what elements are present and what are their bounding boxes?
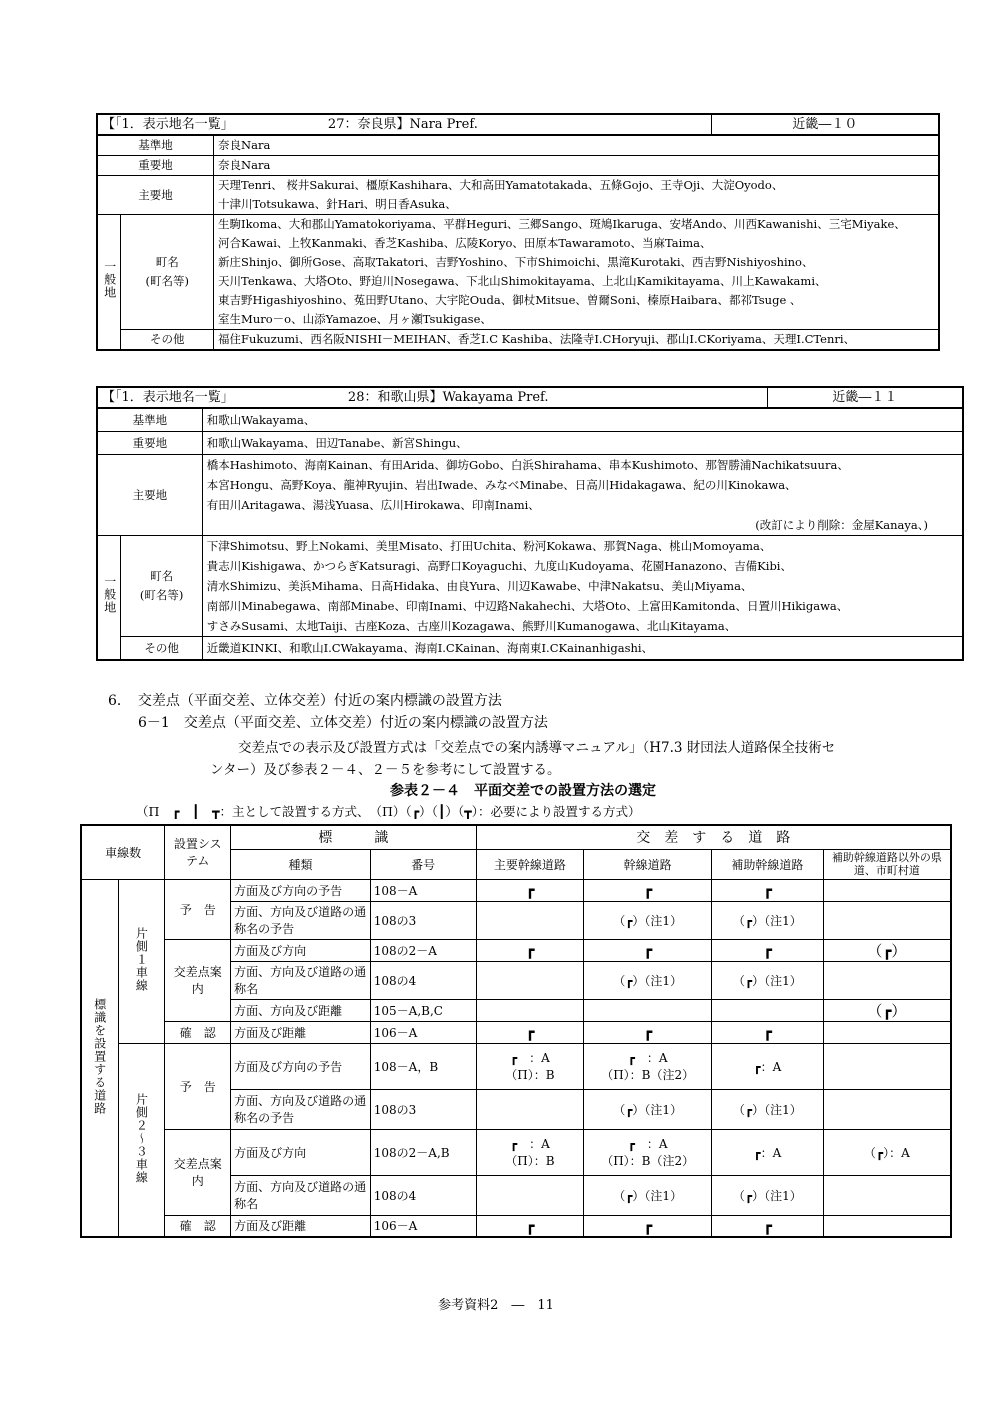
label-sonota: その他	[121, 330, 214, 351]
label-chomei	[121, 215, 214, 330]
list-item: すさみSusami、太地Taiji、古座Koza、古座川Kozagawa、熊野川Kumanogawa、北山Kitayama、	[206, 619, 737, 633]
cell-r2: ┏ ：A （Π）：B（注2）	[584, 1129, 712, 1175]
cell-r3: （┏）（注1）	[712, 1089, 824, 1129]
cell-r1	[476, 1175, 584, 1215]
header-sign: 標 識	[231, 825, 476, 849]
row-kind: 方面、方向及び道路の通称名	[231, 961, 371, 999]
cell-r1: ┏ ：A （Π）：B	[476, 1129, 584, 1175]
row-kind: 方面及び距離	[231, 1215, 371, 1237]
label-shuyo: 主要地	[97, 455, 202, 536]
label-ippan: 一般地	[102, 259, 117, 299]
header-number: 番号	[370, 849, 476, 879]
row-num: 108の3	[370, 901, 476, 939]
cell-r4	[823, 1089, 951, 1129]
row-num: 108－A，B	[370, 1043, 476, 1089]
cell-r4: （┏）	[823, 999, 951, 1021]
system-annai: 交差点案内	[165, 939, 231, 1021]
list-item: 貴志川Kishigawa、かつらぎKatsuragi、高野口Koyaguchi、九度山Kudoyama、花園Hanazono、吉備Kibi、	[206, 559, 792, 573]
cell-r2: ┏ ：A （Π）：B（注2）	[584, 1043, 712, 1089]
cell-r2: （┏）（注1）	[584, 1175, 712, 1215]
cell-r4	[823, 1021, 951, 1043]
row-kind: 方面、方向及び距離	[231, 999, 371, 1021]
cell-r2: ┏	[584, 879, 712, 901]
kijun-value: 奈良Nara	[214, 135, 939, 156]
header-road-major: 主要幹線道路	[476, 849, 584, 879]
kijun-value: 和歌山Wakayama、	[202, 408, 963, 432]
cell-r3: ┏	[712, 1215, 824, 1237]
label-chomei-sub: (町名等)	[145, 274, 189, 288]
cell-r2: ┏	[584, 1215, 712, 1237]
cell-r1: ┏	[476, 1215, 584, 1237]
juyo-value: 奈良Nara	[214, 156, 939, 176]
cell-r1: ┏	[476, 879, 584, 901]
list-item: 天川Tenkawa、大塔Oto、野迫川Nosegawa、下北山Shimokitayama、上北山Kamikitayama、川上Kawakami、	[218, 274, 827, 288]
row-num: 108の4	[370, 1175, 476, 1215]
cell-r4: （┏）	[823, 939, 951, 961]
row-num: 108の2－A	[370, 939, 476, 961]
label-sonota: その他	[121, 637, 202, 661]
row-num: 108の2－A,B	[370, 1129, 476, 1175]
sonota-value: 近畿道KINKI、和歌山I.CWakayama、海南I.CKainan、海南東I.CKainanhigashi、	[202, 637, 963, 661]
list-item: 河合Kawai、上牧Kanmaki、香芝Kashiba、広陵Koryo、田原本Tawaramoto、当麻Taima、	[218, 236, 712, 250]
shuyo-value	[214, 176, 939, 215]
row-kind: 方面、方向及び道路の通称名の予告	[231, 1089, 371, 1129]
list-item: 下津Shimotsu、野上Nokami、美里Misato、打田Uchita、粉河Kokawa、那賀Naga、桃山Momoyama、	[206, 539, 772, 553]
table-title: 参表２－４ 平面交差での設置方法の選定	[390, 783, 656, 799]
cell-r1: ┏ ：A （Π）：B	[476, 1043, 584, 1089]
label-ippan: 一般地	[102, 575, 117, 614]
header-system: 設置システム	[165, 825, 231, 879]
group-label-1: 片側１車線	[134, 927, 149, 992]
label-chomei-text: 町名	[150, 569, 174, 583]
label-chomei	[121, 536, 202, 637]
cell-r2: （┏）（注1）	[584, 901, 712, 939]
cell-r2	[584, 999, 712, 1021]
list-item: 有田川Aritagawa、湯浅Yuasa、広川Hirokawa、印南Inami、	[206, 498, 540, 512]
system-kakunin: 確 認	[165, 1215, 231, 1237]
cell-r1: ┏	[476, 1021, 584, 1043]
row-kind: 方面及び方向	[231, 939, 371, 961]
cell-r3: （┏）（注1）	[712, 1175, 824, 1215]
system-yokoku: 予 告	[165, 879, 231, 939]
group-label-2: 片側２～３車線	[134, 1092, 149, 1184]
chomei-value	[214, 215, 939, 330]
row-num: 108の4	[370, 961, 476, 999]
nara-header	[97, 114, 711, 135]
juyo-value: 和歌山Wakayama、田辺Tanabe、新宮Shingu、	[202, 432, 963, 455]
list-item: 室生Muro－o、山添Yamazoe、月ヶ瀬Tsukigase、	[218, 312, 492, 326]
cell-r3: ┏：A	[712, 1043, 824, 1089]
list-item: 生駒Ikoma、大和郡山Yamatokoriyama、平群Heguri、三郷Sango、斑鳩Ikaruga、安堵Ando、川西Kawanishi、三宅Miyake、	[218, 217, 906, 231]
label-chomei-text: 町名	[155, 255, 179, 269]
cell-r1	[476, 1089, 584, 1129]
region-code: 近畿―１１	[767, 387, 963, 408]
label-juyo: 重要地	[97, 432, 202, 455]
header-title: 【「1．表示地名一覧」	[102, 117, 234, 132]
list-item: 清水Shimizu、美浜Mihama、日高Hidaka、由良Yura、川辺Kawabe、中津Nakatsu、美山Miyama、	[206, 579, 753, 593]
cell-r1	[476, 901, 584, 939]
row-kind: 方面、方向及び道路の通称名	[231, 1175, 371, 1215]
page-footer: 参考資料2 ― 11	[438, 1298, 554, 1313]
header-road-trunk: 幹線道路	[584, 849, 712, 879]
cell-r2: ┏	[584, 939, 712, 961]
section-heading-6-1: 6－1 交差点（平面交差、立体交差）付近の案内標識の設置方法	[138, 715, 548, 731]
wakayama-header	[97, 387, 767, 408]
label-kijun: 基準地	[97, 135, 214, 156]
header-road: 交 差 す る 道 路	[476, 825, 951, 849]
row-num: 108の3	[370, 1089, 476, 1129]
cell-r4	[823, 1175, 951, 1215]
shuyo-note: (改訂により削除：金屋Kanaya、)	[755, 518, 928, 532]
cell-r3	[712, 999, 824, 1021]
row-num: 105－A,B,C	[370, 999, 476, 1021]
cell-r3: ┏	[712, 1021, 824, 1043]
installation-table	[80, 824, 952, 1238]
list-item: 本宮Hongu、高野Koya、龍神Ryujin、岩出Iwade、みなべMinabe、日高川Hidakagawa、紀の川Kinokawa、	[206, 478, 797, 492]
system-annai: 交差点案内	[165, 1129, 231, 1215]
header-lanes: 車線数	[81, 825, 165, 879]
label-shuyo: 主要地	[97, 176, 214, 215]
header-road-other: 補助幹線道路以外の県道、市町村道	[823, 849, 951, 879]
list-item: 南部川Minabegawa、南部Minabe、印南Inami、中辺路Nakahechi、大塔Oto、上富田Kamitonda、日置川Hikigawa、	[206, 599, 849, 613]
nara-table	[96, 113, 940, 351]
cell-r2: ┏	[584, 1021, 712, 1043]
row-kind: 方面及び方向の予告	[231, 879, 371, 901]
row-kind: 方面、方向及び道路の通称名の予告	[231, 901, 371, 939]
cell-r2: （┏）（注1）	[584, 961, 712, 999]
shuyo-value	[202, 455, 963, 536]
cell-r4	[823, 961, 951, 999]
list-item: 十津川Totsukawa、針Hari、明日香Asuka、	[218, 197, 457, 211]
header-pref: 28：和歌山県】Wakayama Pref.	[347, 390, 549, 405]
row-num: 108－A	[370, 879, 476, 901]
row-kind: 方面及び距離	[231, 1021, 371, 1043]
body-line-1: 交差点での表示及び設置方式は「交差点での案内誘導マニュアル」（H7.3 財団法人道路保全技術セ	[238, 740, 836, 756]
row-num: 106－A	[370, 1215, 476, 1237]
table-legend: （Π ┏ ┃ ┳：主として設置する方式、 （Π）（┏）（┃）（┳）：必要により設置する方式）	[136, 804, 641, 819]
cell-r1	[476, 999, 584, 1021]
cell-r4: （┏）：A	[823, 1129, 951, 1175]
label-kijun: 基準地	[97, 408, 202, 432]
header-title: 【「1．表示地名一覧」	[102, 390, 234, 405]
outer-label: 標識を設置する道路	[92, 997, 107, 1115]
cell-r4	[823, 1043, 951, 1089]
system-yokoku: 予 告	[165, 1043, 231, 1129]
header-pref: 27：奈良県】Nara Pref.	[327, 117, 478, 132]
header-kind: 種類	[231, 849, 371, 879]
cell-r4	[823, 1215, 951, 1237]
cell-r3: ┏	[712, 939, 824, 961]
region-code: 近畿―１０	[711, 114, 939, 135]
cell-r4	[823, 901, 951, 939]
cell-r2: （┏）（注1）	[584, 1089, 712, 1129]
section-heading-6: 6． 交差点（平面交差、立体交差）付近の案内標識の設置方法	[108, 693, 502, 709]
list-item: 天理Tenri、 桜井Sakurai、橿原Kashihara、大和高田Yamatotakada、五條Gojo、王寺Oji、大淀Oyodo、	[218, 178, 784, 192]
list-item: 橋本Hashimoto、海南Kainan、有田Arida、御坊Gobo、白浜Shirahama、串本Kushimoto、那智勝浦Nachikatsuura、	[206, 458, 849, 472]
cell-r3: ┏	[712, 879, 824, 901]
wakayama-table	[96, 386, 964, 661]
label-juyo: 重要地	[97, 156, 214, 176]
cell-r3: （┏）（注1）	[712, 901, 824, 939]
cell-r3: ┏：A	[712, 1129, 824, 1175]
label-chomei-sub: (町名等)	[139, 588, 184, 602]
cell-r3: （┏）（注1）	[712, 961, 824, 999]
sonota-value: 福住Fukuzumi、西名阪NISHI－MEIHAN、香芝I.C Kashiba、法隆寺I.CHoryuji、郡山I.CKoriyama、天理I.CTenri、	[214, 330, 939, 351]
cell-r1: ┏	[476, 939, 584, 961]
list-item: 東吉野Higashiyoshino、菟田野Utano、大宇陀Ouda、御杖Mitsue、曽爾Soni、榛原Haibara、都祁Tsuge 、	[218, 293, 802, 307]
header-road-aux: 補助幹線道路	[712, 849, 824, 879]
chomei-value	[202, 536, 963, 637]
row-num: 106－A	[370, 1021, 476, 1043]
row-kind: 方面及び方向	[231, 1129, 371, 1175]
cell-r4	[823, 879, 951, 901]
system-kakunin: 確 認	[165, 1021, 231, 1043]
body-line-2: ンター）及び参表２－４、２－５を参考にして設置する。	[210, 762, 561, 778]
cell-r1	[476, 961, 584, 999]
row-kind: 方面及び方向の予告	[231, 1043, 371, 1089]
list-item: 新庄Shinjo、御所Gose、高取Takatori、吉野Yoshino、下市Shimoichi、黒滝Kurotaki、西吉野Nishiyoshino、	[218, 255, 814, 269]
